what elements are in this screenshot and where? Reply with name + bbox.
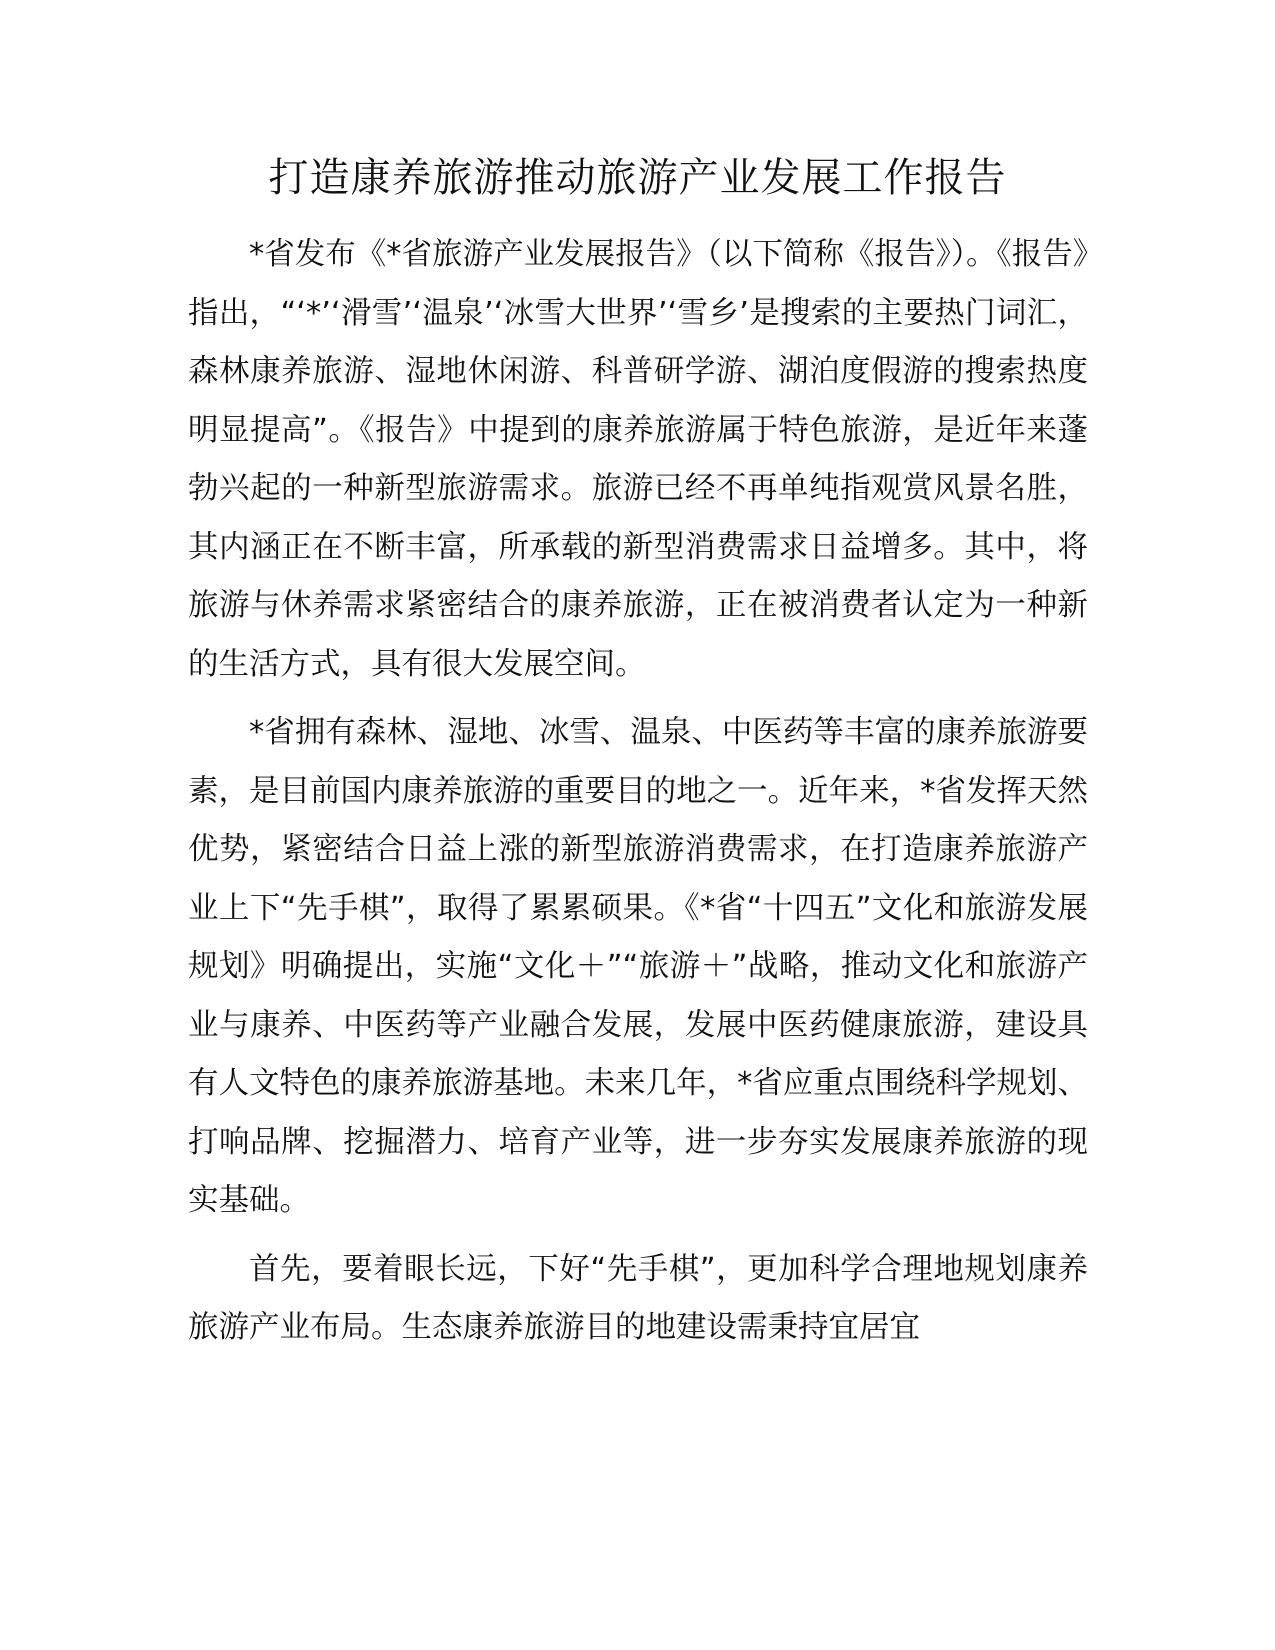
paragraph-3: 首先，要着眼长远，下好“先手棋”，更加科学合理地规划康养旅游产业布局。生态康养旅游目的地建设需秉持宜居宜: [188, 1251, 1088, 1345]
paragraph-1: *省发布《*省旅游产业发展报告》（以下简称《报告》）。《报告》指出，“‘*’‘滑雪’‘温泉’‘冰雪大世界’‘雪乡’是搜索的主要热门词汇，森林康养旅游、湿地休闲游、科普研学游、湖泊度假游的搜索热度明显提高”。《报告》中提到的康养旅游属于特色旅游，是近年来蓬勃兴起的一种新型旅游需求。旅游已经不再单纯指观赏风景名胜，其内涵正在不断丰富，所承载的新型消费需求日益增多。其中，将旅游与休养需求紧密结合的康养旅游，正在被消费者认定为一种新的生活方式，具有很大发展空间。: [188, 237, 1088, 682]
paragraph-2: *省拥有森林、湿地、冰雪、温泉、中医药等丰富的康养旅游要素，是目前国内康养旅游的重要目的地之一。近年来，*省发挥天然优势，紧密结合日益上涨的新型旅游消费需求，在打造康养旅游产业上下“先手棋”，取得了累累硕果。《*省“十四五”文化和旅游发展规划》明确提出，实施“文化＋”“旅游＋”战略，推动文化和旅游产业与康养、中医药等产业融合发展，发展中医药健康旅游，建设具有人文特色的康养旅游基地。未来几年，*省应重点围绕科学规划、打响品牌、挖掘潜力、培育产业等，进一步夯实发展康养旅游的现实基础。: [188, 715, 1088, 1218]
document-title: 打造康养旅游推动旅游产业发展工作报告: [268, 155, 1007, 201]
document-body: [188, 226, 1088, 1358]
